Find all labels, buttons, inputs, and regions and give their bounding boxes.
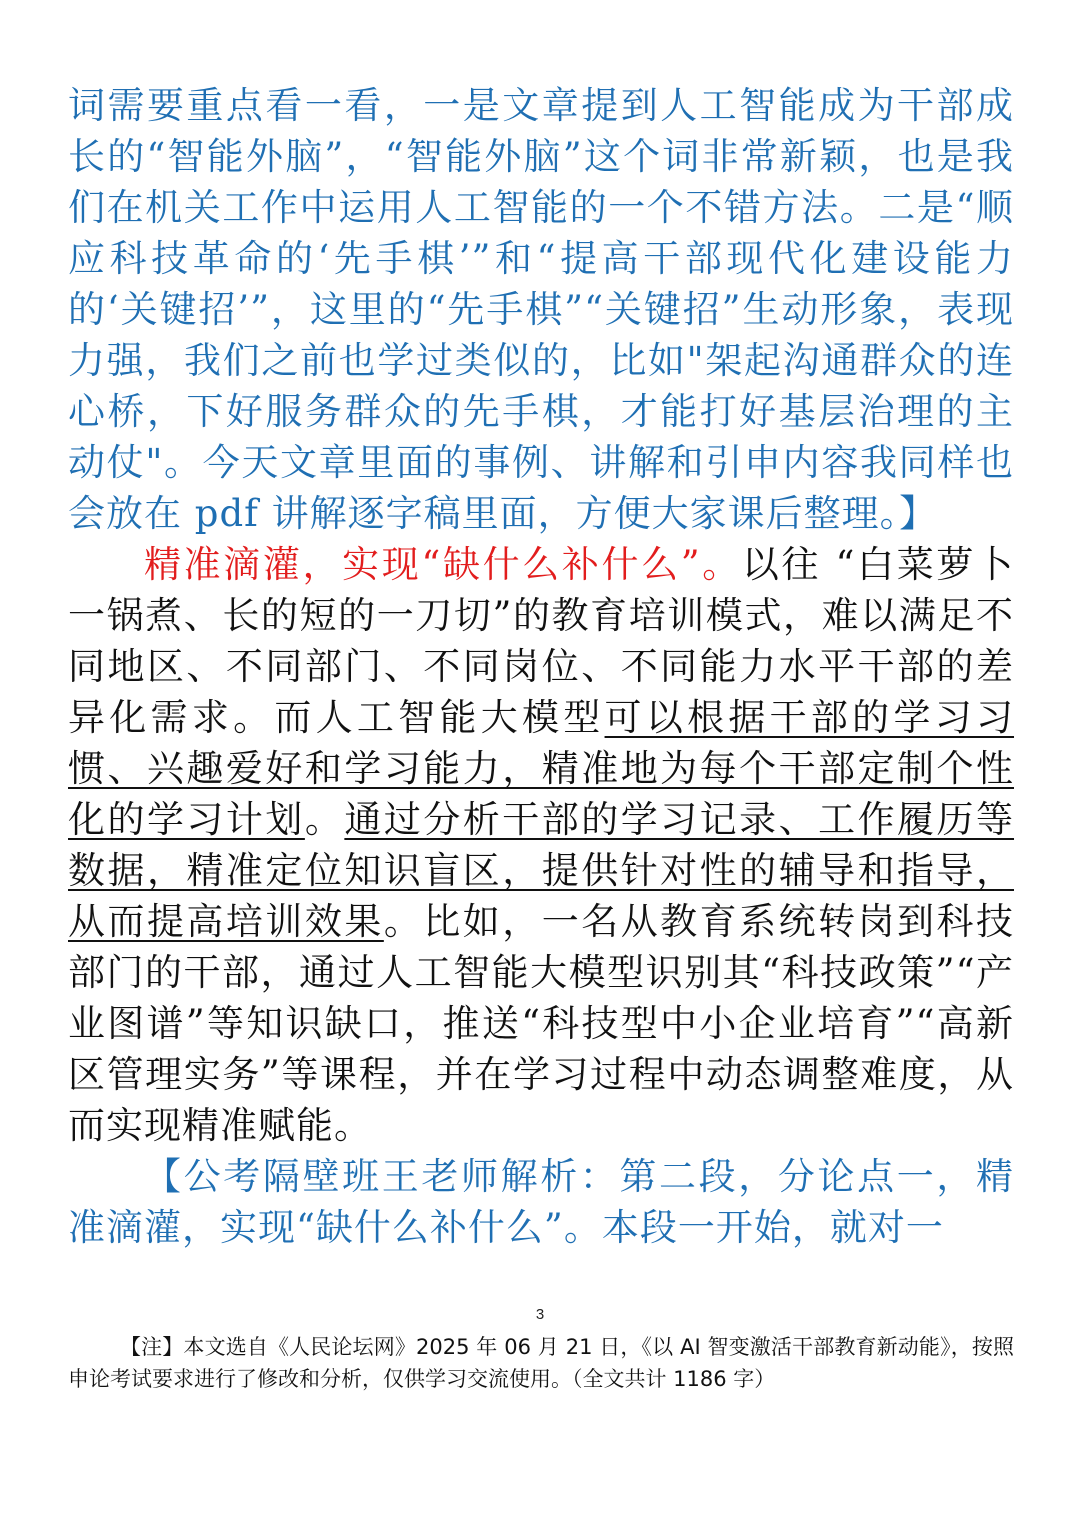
paragraph-text: 。比如，一名从教育系统转岗到科技部门的干部，通过人工智能大模型识别其“科技政策”“产业图谱”等知识缺口，推送“科技型中小企业培育”“高新区管理实务”等课程，并在学习过程中动态调整难度，从而实现精准赋能。 (68, 900, 1015, 1147)
page-number: 3 (535, 1306, 545, 1323)
paragraph-text: 以往 “白菜萝卜一锅煮、长的短的一刀切”的教育培训模式，难以满足不同地区、不同部门、不同岗位、不同能力水平干部的差异化需求。而人工智能大模型 (68, 543, 1014, 739)
underlined-text: 可以根据干部的学习习惯、兴趣爱好和学习能力，精准地为每个干部定制个性化的学习计划 (68, 696, 1015, 841)
section-heading: 精准滴灌，实现“缺什么补什么”。 (144, 543, 742, 586)
commentary-paragraph: 【公考隔壁班王老师解析：第二段，分论点一，精准滴灌，实现“缺什么补什么”。本段一开始，就对一 (68, 1155, 1014, 1249)
source-footnote: 【注】本文选自《人民论坛网》2025 年 06 月 21 日，《以 AI 智变激活干部教育新动能》，按照申论考试要求进行了修改和分析，仅供学习交流使用。（全文共计 1186 字） (68, 1335, 1014, 1391)
underlined-text: 通过分析干部的学习记录、工作履历等数据，精准定位知识盲区，提供针对性的辅导和指导，从而提高培训效果 (68, 798, 1015, 943)
commentary-paragraph-continued: 词需要重点看一看，一是文章提到人工智能成为干部成长的“智能外脑”，“智能外脑”这个词非常新颖，也是我们在机关工作中运用人工智能的一个不错方法。二是“顺应科技革命的‘先手棋’”和“提高干部现代化建设能力的‘关键招’”，这里的“先手棋”“关键招”生动形象，表现力强，我们之前也学过类似的，比如"架起沟通群众的连心桥，下好服务群众的先手棋，才能打好基层治理的主动仗"。今天文章里面的事例、讲解和引申内容我同样也会放在 pdf 讲解逐字稿里面，方便大家课后整理。】 (68, 84, 1014, 535)
sentence-separator: 。 (304, 798, 345, 841)
article-body (68, 80, 1014, 1253)
article-paragraph (68, 539, 1014, 1151)
